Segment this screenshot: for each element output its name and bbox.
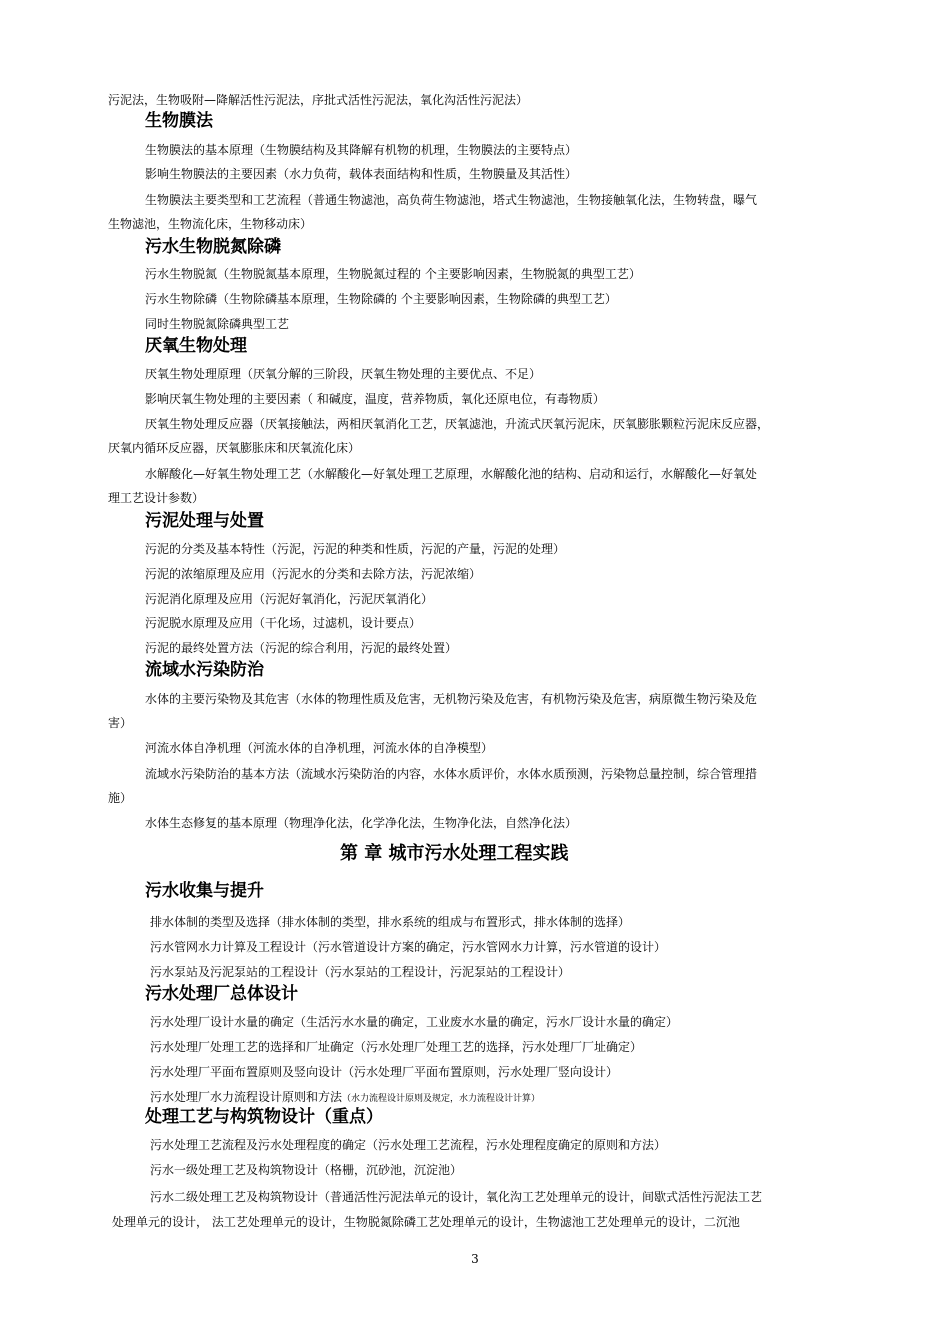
text-line [150, 1064, 618, 1080]
text-line [145, 691, 757, 707]
line-text: 污水收集与提升 [145, 881, 264, 901]
line-text: 厌氧内循环反应器，厌氧膨胀床和厌氧流化床） [108, 441, 361, 455]
text-line [145, 815, 577, 831]
line-text: 污泥脱水原理及应用（干化场，过滤机，设计要点） [145, 616, 422, 630]
line-text: 施） [108, 791, 133, 805]
text-line [145, 316, 289, 332]
line-text: 生物膜法 [145, 111, 213, 131]
text-line [150, 939, 666, 955]
line-text: 污泥法，生物吸附—降解活性污泥法，序批式活性污泥法，氧化沟活性污泥法） [108, 93, 529, 107]
text-line [150, 1089, 540, 1107]
text-line [145, 640, 457, 656]
text-line [108, 490, 204, 506]
text-line [145, 566, 481, 582]
line-text: 污水生物脱氮除磷 [145, 237, 281, 257]
text-line [150, 1039, 642, 1055]
section-heading [145, 510, 264, 532]
page-number: 3 [471, 1252, 479, 1266]
text-line [150, 1014, 678, 1030]
text-line [145, 466, 757, 482]
text-line [145, 591, 433, 607]
line-text: 污水处理厂处理工艺的选择和厂址确定（污水处理厂处理工艺的选择，污水处理厂厂址确定） [150, 1040, 643, 1054]
text-line [150, 964, 570, 980]
text-line [150, 1162, 462, 1178]
line-text: 污水处理工艺流程及污水处理程度的确定（污水处理工艺流程，污水处理程度确定的原则和方法） [150, 1138, 667, 1152]
text-line [145, 416, 769, 432]
text-line [145, 615, 421, 631]
line-text: 厌氧生物处理反应器（厌氧接触法，两相厌氧消化工艺，厌氧滤池，升流式厌氧污泥床，厌氧膨胀颗粒污泥床反应器， [145, 417, 770, 431]
text-line [145, 192, 757, 208]
text-line [108, 216, 312, 232]
text-line [150, 914, 630, 930]
section-heading [145, 236, 281, 258]
text-line [145, 740, 493, 756]
text-line [145, 541, 565, 557]
text-line [112, 1214, 740, 1230]
line-text: 污水二级处理工艺及构筑物设计（普通活性污泥法单元的设计，氧化沟工艺处理单元的设计，间歇式活性污泥法工艺 [150, 1190, 763, 1204]
line-text: 同时生物脱氮除磷典型工艺 [145, 317, 290, 331]
line-text: 污水生物除磷（生物除磷基本原理，生物除磷的 个主要影响因素，生物除磷的典型工艺） [145, 292, 617, 306]
line-text: 生物膜法主要类型和工艺流程（普通生物滤池，高负荷生物滤池，塔式生物滤池，生物接触氧化法，生物转盘，曝气 [145, 193, 758, 207]
line-text: 污水管网水力计算及工程设计（污水管道设计方案的确定，污水管网水力计算，污水管道的设计） [150, 940, 667, 954]
text-line [145, 766, 757, 782]
line-text: 生物膜法的基本原理（生物膜结构及其降解有机物的机理，生物膜法的主要特点） [145, 143, 578, 157]
line-text: 河流水体自净机理（河流水体的自净机理，河流水体的自净模型） [145, 741, 494, 755]
line-text: 排水体制的类型及选择（排水体制的类型，排水系统的组成与布置形式，排水体制的选择） [150, 915, 631, 929]
line-text: 影响厌氧生物处理的主要因素（ 和碱度，温度，营养物质，氧化还原电位，有毒物质） [145, 392, 605, 406]
section-heading [145, 335, 247, 357]
text-line [150, 1137, 666, 1153]
line-text: 厌氧生物处理原理（厌氧分解的三阶段，厌氧生物处理的主要优点、不足） [145, 367, 542, 381]
text-line [150, 1189, 762, 1205]
text-line [145, 291, 617, 307]
text-line [108, 92, 528, 108]
text-line [145, 391, 605, 407]
line-text: 第 章 城市污水处理工程实践 [340, 843, 569, 864]
section-heading [145, 880, 264, 902]
line-text: 污水处理厂平面布置原则及竖向设计（污水处理厂平面布置原则，污水处理厂竖向设计） [150, 1065, 619, 1079]
section-heading [145, 659, 264, 681]
line-text: 流域水污染防治 [145, 660, 264, 680]
line-text: 污泥的浓缩原理及应用（污泥水的分类和去除方法，污泥浓缩） [145, 567, 482, 581]
line-text: 生物滤池，生物流化床，生物移动床） [108, 217, 313, 231]
line-text: 害） [108, 716, 133, 730]
line-text: 污泥的最终处置方法（污泥的综合利用，污泥的最终处置） [145, 641, 458, 655]
chapter-title [340, 842, 569, 866]
line-text: 处理单元的设计， 法工艺处理单元的设计，生物脱氮除磷工艺处理单元的设计，生物滤池工艺处理单元的设计，二沉池 [112, 1215, 740, 1229]
line-text: 理工艺设计参数） [108, 491, 205, 505]
line-text: 污水处理厂水力流程设计原则和方法 [150, 1090, 343, 1104]
line-text: 流域水污染防治的基本方法（流域水污染防治的内容，水体水质评价，水体水质预测，污染物总量控制，综合管理措 [145, 767, 758, 781]
line-text: 污泥消化原理及应用（污泥好氧消化，污泥厌氧消化） [145, 592, 434, 606]
line-text: 污泥的分类及基本特性（污泥，污泥的种类和性质，污泥的产量，污泥的处理） [145, 542, 566, 556]
line-text: 水体生态修复的基本原理（物理净化法，化学净化法，生物净化法，自然净化法） [145, 816, 578, 830]
text-line [108, 790, 132, 806]
section-heading [145, 110, 213, 132]
text-line [108, 715, 132, 731]
section-heading [145, 1106, 383, 1128]
line-text: 污水生物脱氮（生物脱氮基本原理，生物脱氮过程的 个主要影响因素，生物脱氮的典型工艺） [145, 267, 641, 281]
line-text: 水解酸化—好氧生物处理工艺（水解酸化—好氧处理工艺原理，水解酸化池的结构、启动和运行，水解酸化—好氧处 [145, 467, 758, 481]
text-line [145, 142, 577, 158]
line-text: 污水处理厂总体设计 [145, 984, 298, 1004]
line-text: 水体的主要污染物及其危害（水体的物理性质及危害，无机物污染及危害，有机物污染及危害，病原微生物污染及危 [145, 692, 758, 706]
section-heading [145, 983, 298, 1005]
line-text: 污泥处理与处置 [145, 511, 264, 531]
line-text: 污水一级处理工艺及构筑物设计（格栅，沉砂池，沉淀池） [150, 1163, 463, 1177]
line-text: 影响生物膜法的主要因素（水力负荷，载体表面结构和性质，生物膜量及其活性） [145, 167, 578, 181]
text-line [145, 166, 577, 182]
text-line [145, 366, 541, 382]
line-text: 污水处理厂设计水量的确定（生活污水水量的确定，工业废水水量的确定，污水厂设计水量的确定） [150, 1015, 679, 1029]
text-line [145, 266, 641, 282]
line-text: 污水泵站及污泥泵站的工程设计（污水泵站的工程设计，污泥泵站的工程设计） [150, 965, 571, 979]
text-line [108, 440, 360, 456]
line-text: 处理工艺与构筑物设计（重点） [145, 1107, 383, 1127]
line-text: 厌氧生物处理 [145, 336, 247, 356]
line-small-text: （水力流程设计原则及规定，水力流程设计计算） [342, 1094, 541, 1104]
